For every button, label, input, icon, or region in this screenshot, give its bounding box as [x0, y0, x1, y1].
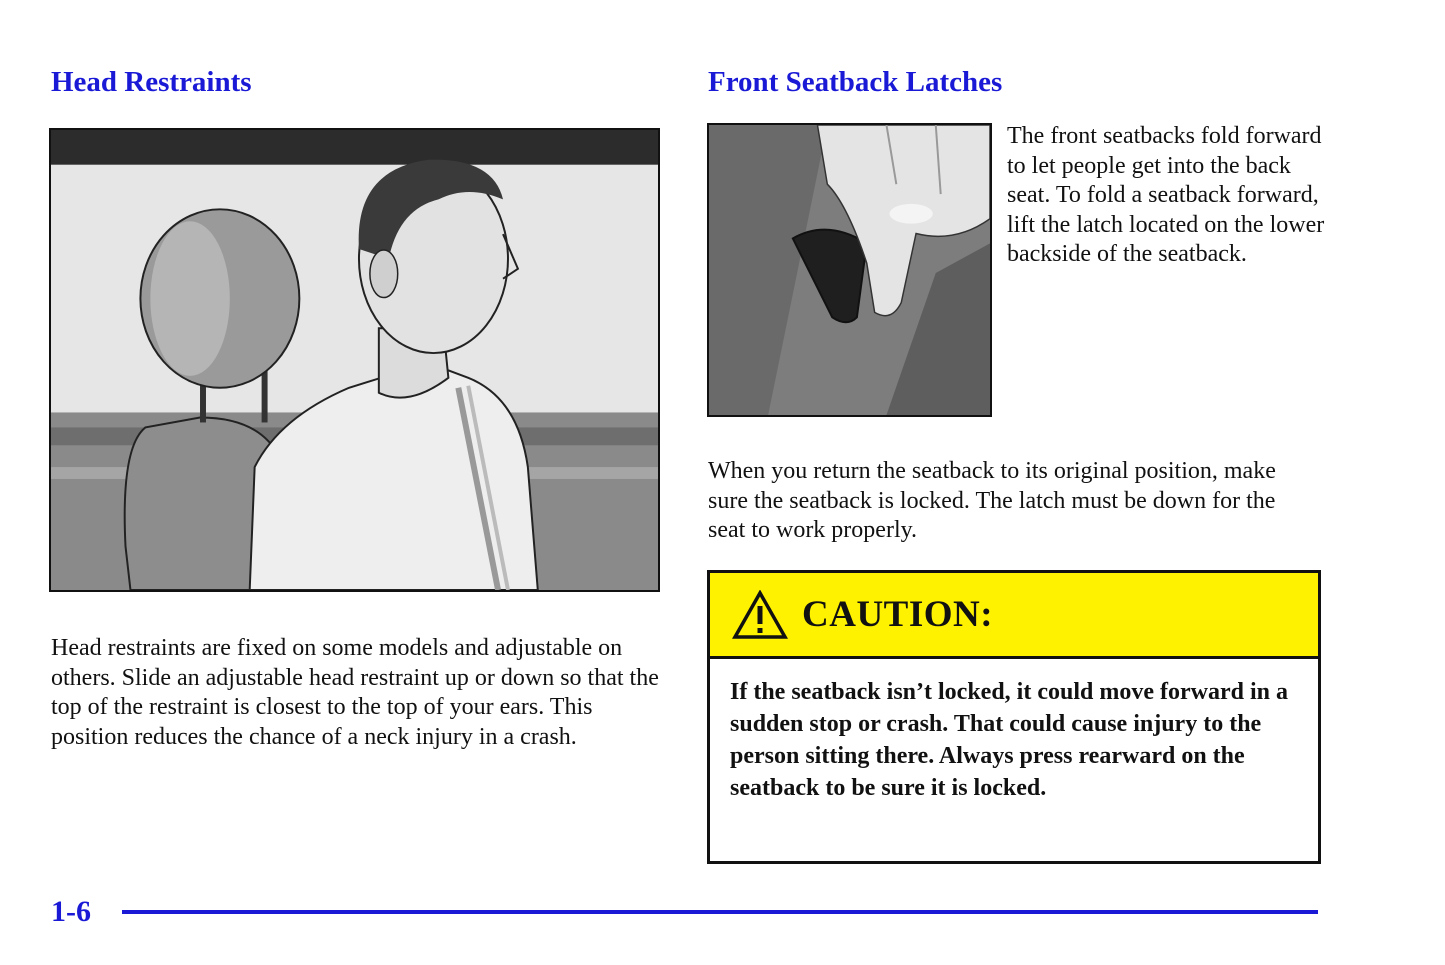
seatback-latch-illustration: [707, 123, 992, 417]
warning-triangle-icon: [732, 590, 788, 640]
section-heading-front-seatback-latches: Front Seatback Latches: [708, 66, 1003, 98]
caution-text: If the seatback isn’t locked, it could move forward in a sudden stop or crash. That could cause injury to the person sitting there. Always press rearward on the seatback to be sure it is locked.: [730, 679, 1288, 801]
page-number: 1-6: [51, 895, 91, 928]
caution-box: [707, 570, 1321, 864]
caution-header: [710, 573, 1318, 659]
seatback-return-paragraph: When you return the seatback to its original position, make sure the seatback is locked. The latch must be down for the seat to work properly.: [708, 458, 1276, 543]
seatback-fold-paragraph: The front seatbacks fold forward to let people get into the back seat. To fold a seatback forward, lift the latch located on the lower backside of the seatback.: [1007, 123, 1325, 267]
head-restraints-paragraph: Head restraints are fixed on some models and adjustable on others. Slide an adjustable head restraint up or down so that the top of the restraint is closest to the top of your ears. This position reduces the chance of a neck injury in a crash.: [51, 635, 659, 750]
footer-rule: [122, 910, 1318, 914]
head-restraint-illustration: [49, 128, 660, 592]
caution-title: CAUTION:: [802, 594, 994, 635]
section-heading-head-restraints: Head Restraints: [51, 66, 252, 98]
